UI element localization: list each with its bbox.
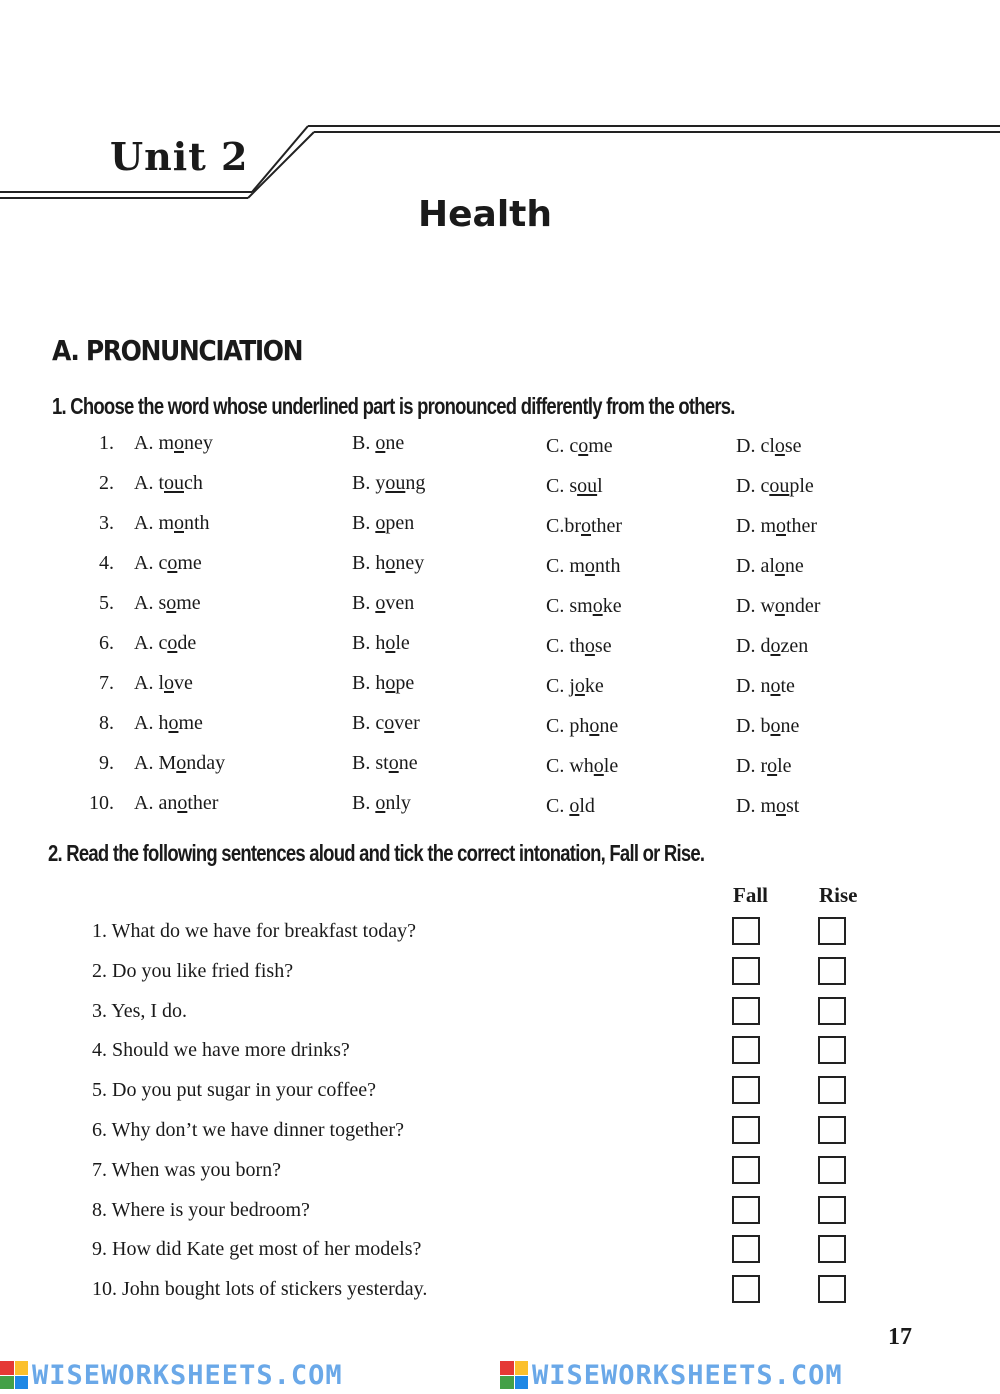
underlined-part: o bbox=[776, 795, 786, 817]
option-text-pre: A. m bbox=[134, 432, 174, 454]
option-text-post: le bbox=[777, 755, 792, 777]
option-text-post: ther bbox=[786, 515, 818, 537]
sentence-text: 9. How did Kate get most of her models? bbox=[92, 1238, 422, 1261]
question-row bbox=[0, 472, 1000, 502]
answer-option-d[interactable] bbox=[736, 715, 799, 738]
underlined-part: o bbox=[770, 715, 781, 737]
answer-option-c[interactable] bbox=[546, 675, 604, 698]
answer-option-c[interactable] bbox=[546, 635, 612, 658]
underlined-part: o bbox=[177, 792, 188, 814]
option-text-post: ne bbox=[385, 432, 405, 454]
option-text-post: ke bbox=[602, 595, 622, 617]
option-text-post: me bbox=[176, 592, 201, 614]
underlined-part: o bbox=[592, 595, 603, 617]
option-text-pre: D. al bbox=[736, 555, 775, 577]
answer-option-b[interactable] bbox=[352, 432, 404, 455]
watermark-logo-icon bbox=[0, 1361, 28, 1389]
option-text-post: me bbox=[588, 435, 613, 457]
answer-option-c[interactable] bbox=[546, 755, 618, 778]
answer-option-b[interactable] bbox=[352, 792, 411, 815]
fall-checkbox[interactable] bbox=[732, 997, 760, 1025]
rise-checkbox[interactable] bbox=[818, 957, 846, 985]
sentence-row bbox=[0, 1079, 1000, 1113]
underlined-part: o bbox=[375, 432, 386, 454]
option-text-pre: A. c bbox=[134, 552, 168, 574]
option-text-post: pe bbox=[395, 672, 415, 694]
question-row bbox=[0, 432, 1000, 462]
option-text-post: nly bbox=[385, 792, 411, 814]
option-text-pre: A. m bbox=[134, 512, 174, 534]
rise-checkbox[interactable] bbox=[818, 1036, 846, 1064]
underlined-part: o bbox=[375, 792, 386, 814]
page-title bbox=[0, 194, 970, 235]
option-text-pre: D. m bbox=[736, 515, 776, 537]
option-text-post: ple bbox=[789, 475, 814, 497]
rise-checkbox[interactable] bbox=[818, 1116, 846, 1144]
answer-option-d[interactable] bbox=[736, 475, 814, 498]
underlined-part: o bbox=[569, 795, 580, 817]
answer-option-a[interactable] bbox=[134, 432, 213, 455]
answer-option-a[interactable] bbox=[134, 512, 210, 535]
option-text-pre: B. st bbox=[352, 752, 389, 774]
option-text-pre: D. d bbox=[736, 635, 771, 657]
sentence-text: 1. What do we have for breakfast today? bbox=[92, 920, 416, 942]
fall-checkbox[interactable] bbox=[732, 1196, 760, 1224]
option-text-pre: C. s bbox=[546, 475, 578, 497]
question-row bbox=[0, 552, 1000, 582]
option-text-pre: A. an bbox=[134, 792, 178, 814]
option-text-post: ke bbox=[584, 675, 604, 697]
option-text-post: ney bbox=[395, 552, 425, 574]
underlined-part: o bbox=[164, 672, 174, 694]
option-text-pre: A. l bbox=[134, 672, 164, 694]
option-text-post: ne bbox=[784, 555, 804, 577]
option-text-pre: C. m bbox=[546, 555, 585, 577]
option-text-pre: D. m bbox=[736, 795, 776, 817]
option-text-pre: A. h bbox=[134, 712, 169, 734]
answer-option-a[interactable] bbox=[134, 592, 201, 615]
question-row bbox=[0, 672, 1000, 702]
sentence-text: 6. Why don’t we have dinner together? bbox=[92, 1119, 404, 1141]
option-text-pre: C. c bbox=[546, 435, 579, 457]
option-text-post: ng bbox=[405, 472, 426, 494]
question-number: 9. bbox=[99, 752, 114, 774]
sentence-row bbox=[0, 1159, 1000, 1193]
answer-option-c[interactable] bbox=[546, 435, 613, 458]
option-text-pre: B. h bbox=[352, 632, 386, 654]
option-text-pre: C. j bbox=[546, 675, 575, 697]
underlined-part: o bbox=[168, 712, 179, 734]
option-text-pre: A. M bbox=[134, 752, 177, 774]
underlined-part: o bbox=[174, 432, 184, 454]
option-text-pre: B. y bbox=[352, 472, 386, 494]
option-text-pre: C. th bbox=[546, 635, 585, 657]
answer-option-b[interactable] bbox=[352, 712, 420, 735]
page-number: 17 bbox=[888, 1324, 912, 1350]
option-text-pre: B. bbox=[352, 792, 376, 814]
unit-label: Unit 2 bbox=[110, 134, 249, 179]
underlined-part: o bbox=[774, 555, 785, 577]
underlined-part: ou bbox=[164, 472, 184, 494]
rise-checkbox[interactable] bbox=[818, 997, 846, 1025]
answer-option-c[interactable] bbox=[546, 795, 595, 818]
option-text-pre: B. h bbox=[352, 672, 386, 694]
question-number: 7. bbox=[99, 672, 114, 694]
option-text-post: le bbox=[395, 632, 410, 654]
option-text-post: nth bbox=[184, 512, 210, 534]
answer-option-a[interactable] bbox=[134, 712, 203, 735]
fall-checkbox[interactable] bbox=[732, 1235, 760, 1263]
option-text-post: me bbox=[178, 712, 203, 734]
answer-option-b[interactable] bbox=[352, 632, 410, 655]
watermark-banner bbox=[0, 1358, 1000, 1392]
underlined-part: o bbox=[589, 715, 600, 737]
fall-column-header: Fall bbox=[733, 883, 768, 907]
underlined-part: ou bbox=[577, 475, 598, 497]
answer-option-b[interactable] bbox=[352, 592, 414, 615]
sentence-text: 8. Where is your bedroom? bbox=[92, 1198, 310, 1221]
option-text-pre: B. bbox=[352, 512, 376, 534]
option-text-pre: D. n bbox=[736, 675, 771, 697]
sentence-row bbox=[0, 920, 1000, 954]
option-text-pre: D. c bbox=[736, 475, 770, 497]
underlined-part: o bbox=[384, 712, 395, 734]
underlined-part: o bbox=[774, 595, 785, 617]
underlined-part: o bbox=[574, 675, 585, 697]
option-text-post: ne bbox=[780, 715, 800, 737]
question-row bbox=[0, 752, 1000, 782]
underlined-part: o bbox=[375, 592, 386, 614]
option-text-post: ne bbox=[599, 715, 619, 737]
option-text-pre: A. c bbox=[134, 632, 168, 654]
answer-option-b[interactable] bbox=[352, 752, 418, 775]
option-text-post: ld bbox=[579, 795, 595, 817]
answer-option-c[interactable] bbox=[546, 515, 622, 538]
option-text-pre: D. r bbox=[736, 755, 768, 777]
answer-option-b[interactable] bbox=[352, 552, 424, 575]
rise-checkbox[interactable] bbox=[818, 1275, 846, 1303]
answer-option-a[interactable] bbox=[134, 632, 196, 655]
option-text-pre: B. bbox=[352, 592, 376, 614]
underlined-part: o bbox=[584, 555, 595, 577]
question-row bbox=[0, 512, 1000, 542]
option-text-post: de bbox=[177, 632, 197, 654]
answer-option-a[interactable] bbox=[134, 472, 203, 495]
watermark-right bbox=[500, 1360, 1000, 1391]
rise-checkbox[interactable] bbox=[818, 917, 846, 945]
answer-option-c[interactable] bbox=[546, 715, 618, 738]
sentence-row bbox=[0, 1039, 1000, 1073]
fall-checkbox[interactable] bbox=[732, 1275, 760, 1303]
rise-checkbox[interactable] bbox=[818, 1076, 846, 1104]
option-text-post: se bbox=[594, 635, 612, 657]
rise-checkbox[interactable] bbox=[818, 1196, 846, 1224]
option-text-pre: B. c bbox=[352, 712, 385, 734]
underlined-part: o bbox=[581, 515, 591, 537]
underlined-part: ou bbox=[385, 472, 406, 494]
sentence-row bbox=[0, 1119, 1000, 1153]
option-text-pre: C. bbox=[546, 795, 570, 817]
sentence-text: 4. Should we have more drinks? bbox=[92, 1039, 350, 1062]
answer-option-d[interactable] bbox=[736, 795, 799, 818]
sentence-row bbox=[0, 1199, 1000, 1233]
answer-option-a[interactable] bbox=[134, 672, 193, 695]
question-row bbox=[0, 792, 1000, 822]
answer-option-b[interactable] bbox=[352, 672, 414, 695]
fall-checkbox[interactable] bbox=[732, 1036, 760, 1064]
answer-option-a[interactable] bbox=[134, 792, 218, 815]
question-number: 5. bbox=[99, 592, 114, 614]
answer-option-c[interactable] bbox=[546, 555, 620, 578]
option-text-pre: C.br bbox=[546, 515, 581, 537]
option-text-post: nday bbox=[186, 752, 226, 774]
watermark-left bbox=[0, 1360, 500, 1391]
underlined-part: o bbox=[385, 672, 396, 694]
underlined-part: ou bbox=[769, 475, 790, 497]
fall-checkbox[interactable] bbox=[732, 957, 760, 985]
watermark-text: WISEWORKSHEETS.COM bbox=[532, 1359, 843, 1391]
underlined-part: o bbox=[167, 552, 178, 574]
question-number: 4. bbox=[99, 552, 114, 574]
sentence-row bbox=[0, 1238, 1000, 1272]
option-text-post: ver bbox=[394, 712, 420, 734]
underlined-part: o bbox=[174, 512, 184, 534]
underlined-part: o bbox=[375, 512, 386, 534]
option-text-post: zen bbox=[780, 635, 809, 657]
rise-checkbox[interactable] bbox=[818, 1235, 846, 1263]
underlined-part: o bbox=[167, 632, 178, 654]
underlined-part: o bbox=[385, 552, 396, 574]
option-text-post: l bbox=[597, 475, 603, 497]
option-text-pre: D. w bbox=[736, 595, 775, 617]
option-text-post: ven bbox=[385, 592, 415, 614]
sentence-row bbox=[0, 1278, 1000, 1312]
rise-column-header: Rise bbox=[819, 883, 858, 907]
option-text-post: le bbox=[603, 755, 619, 777]
option-text-post: ney bbox=[184, 432, 213, 454]
fall-checkbox[interactable] bbox=[732, 917, 760, 945]
option-text-pre: C. wh bbox=[546, 755, 594, 777]
section-heading: A. PRONUNCIATION bbox=[52, 334, 303, 367]
underlined-part: o bbox=[176, 752, 187, 774]
answer-option-d[interactable] bbox=[736, 595, 820, 618]
answer-option-d[interactable] bbox=[736, 515, 817, 538]
underlined-part: o bbox=[774, 435, 785, 457]
sentence-text: 7. When was you born? bbox=[92, 1158, 282, 1181]
underlined-part: o bbox=[593, 755, 604, 777]
exercise-2-instruction: 2. Read the following sentences aloud and tick the correct intonation, Fall or Rise. bbox=[48, 840, 705, 867]
option-text-pre: D. cl bbox=[736, 435, 775, 457]
answer-option-b[interactable] bbox=[352, 472, 425, 495]
fall-checkbox[interactable] bbox=[732, 1116, 760, 1144]
underlined-part: o bbox=[385, 632, 396, 654]
watermark-logo-icon bbox=[500, 1361, 528, 1389]
answer-option-d[interactable] bbox=[736, 635, 808, 658]
sentence-text: 5. Do you put sugar in your coffee? bbox=[92, 1079, 377, 1102]
option-text-pre: C. ph bbox=[546, 715, 590, 737]
sentence-text: 2. Do you like fried fish? bbox=[92, 959, 294, 982]
option-text-pre: B. h bbox=[352, 552, 386, 574]
option-text-post: ch bbox=[184, 472, 203, 494]
sentence-row bbox=[0, 1000, 1000, 1034]
underlined-part: o bbox=[776, 515, 786, 537]
question-number: 10. bbox=[89, 792, 114, 814]
sentence-text: 10. John bought lots of stickers yesterday. bbox=[92, 1278, 428, 1301]
underlined-part: o bbox=[388, 752, 399, 774]
option-text-post: st bbox=[786, 795, 800, 817]
answer-option-d[interactable] bbox=[736, 435, 802, 458]
watermark-text: WISEWORKSHEETS.COM bbox=[32, 1359, 343, 1391]
option-text-post: pen bbox=[385, 512, 415, 534]
sentence-row bbox=[0, 960, 1000, 994]
answer-option-c[interactable] bbox=[546, 595, 622, 618]
underlined-part: o bbox=[770, 675, 781, 697]
exercise-1-instruction: 1. Choose the word whose underlined part is pronounced differently from the others. bbox=[52, 393, 735, 420]
underlined-part: o bbox=[770, 635, 781, 657]
option-text-post: ther bbox=[187, 792, 219, 814]
option-text-pre: C. sm bbox=[546, 595, 593, 617]
option-text-post: me bbox=[177, 552, 202, 574]
option-text-pre: D. b bbox=[736, 715, 771, 737]
option-text-post: nth bbox=[594, 555, 621, 577]
question-number: 2. bbox=[99, 472, 114, 494]
underlined-part: o bbox=[166, 592, 177, 614]
option-text-post: ve bbox=[174, 672, 193, 694]
option-text-post: ther bbox=[591, 515, 623, 537]
question-number: 3. bbox=[99, 512, 114, 534]
underlined-part: o bbox=[584, 635, 595, 657]
page-title-text: Health bbox=[417, 194, 552, 235]
question-row bbox=[0, 632, 1000, 662]
underlined-part: o bbox=[578, 435, 589, 457]
option-text-post: te bbox=[780, 675, 795, 697]
answer-option-c[interactable] bbox=[546, 475, 603, 498]
option-text-pre: A. t bbox=[134, 472, 164, 494]
question-number: 8. bbox=[99, 712, 114, 734]
option-text-post: nder bbox=[784, 595, 821, 617]
underlined-part: o bbox=[767, 755, 778, 777]
answer-option-d[interactable] bbox=[736, 555, 804, 578]
fall-checkbox[interactable] bbox=[732, 1156, 760, 1184]
option-text-post: se bbox=[784, 435, 802, 457]
rise-checkbox[interactable] bbox=[818, 1156, 846, 1184]
fall-checkbox[interactable] bbox=[732, 1076, 760, 1104]
answer-option-a[interactable] bbox=[134, 752, 225, 775]
question-number: 6. bbox=[99, 632, 114, 654]
answer-option-d[interactable] bbox=[736, 755, 792, 778]
option-text-pre: A. s bbox=[134, 592, 167, 614]
answer-option-d[interactable] bbox=[736, 675, 795, 698]
sentence-text: 3. Yes, I do. bbox=[92, 999, 188, 1022]
question-row bbox=[0, 592, 1000, 622]
answer-option-b[interactable] bbox=[352, 512, 414, 535]
answer-option-a[interactable] bbox=[134, 552, 202, 575]
question-number: 1. bbox=[99, 432, 114, 454]
question-row bbox=[0, 712, 1000, 742]
option-text-post: ne bbox=[398, 752, 418, 774]
option-text-pre: B. bbox=[352, 432, 376, 454]
